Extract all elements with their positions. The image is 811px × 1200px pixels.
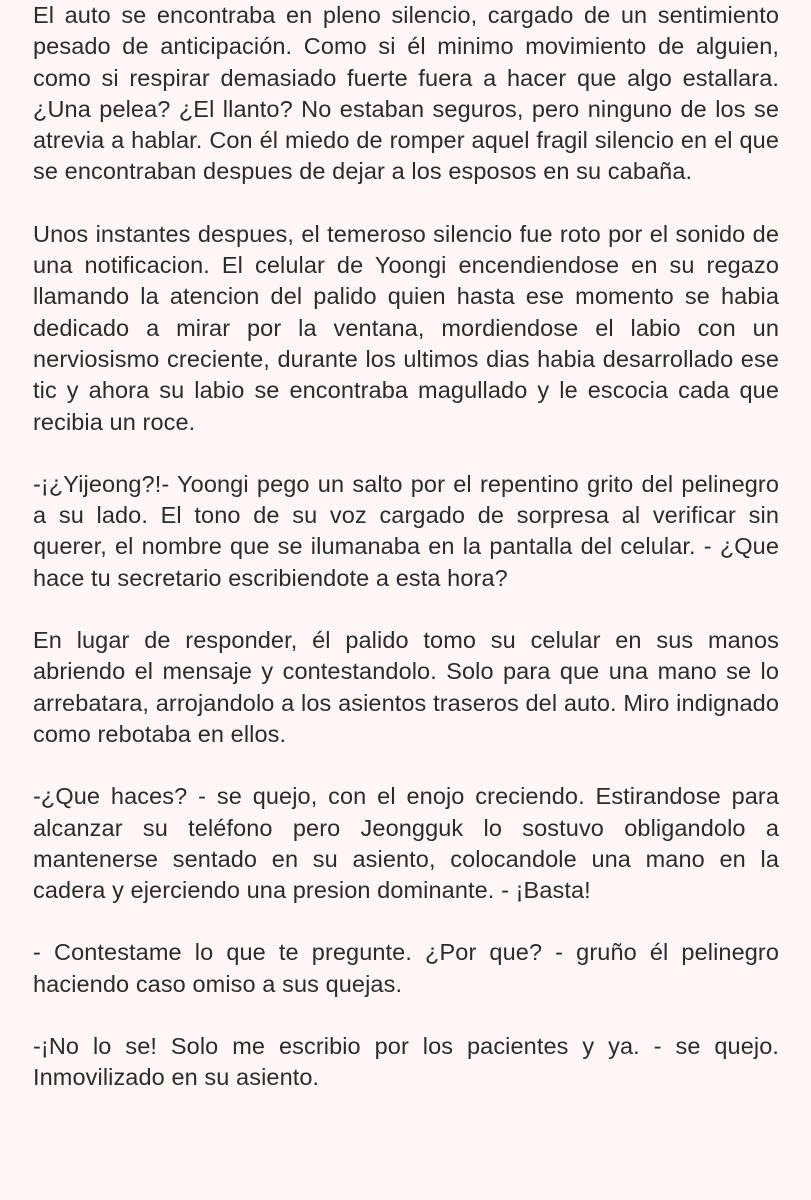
paragraph-5: -¿Que haces? - se quejo, con el enojo creciendo. Estirandose para alcanzar su teléfono pero Jeongguk lo sostuvo obligandolo a mantenerse sentado en su asiento, colocandole una mano en la cadera y ejerciendo una presion dominante. - ¡Basta! [33,783,779,904]
paragraph-2: Unos instantes despues, el temeroso silencio fue roto por el sonido de una notificacion. El celular de Yoongi encendiendose en su regazo llamando la atencion del palido quien hasta ese momento se habia dedicado a mirar por la ventana, mordiendose el labio con un nerviosismo creciente, durante los ultimos dias habia desarrollado ese tic y ahora su labio se encontraba magullado y le escocia cada que recibia un roce. [33,220,779,435]
paragraph-7: -¡No lo se! Solo me escribio por los pacientes y ya. - se quejo. Inmovilizado en su asiento. [33,1033,779,1091]
paragraph-6: - Contestame lo que te pregunte. ¿Por que? - gruño él pelinegro haciendo caso omiso a sus quejas. [33,939,779,997]
paragraph-4: En lugar de responder, él palido tomo su celular en sus manos abriendo el mensaje y contestandolo. Solo para que una mano se lo arrebatara, arrojandolo a los asientos traseros del auto. Miro indignado como rebotaba en ellos. [33,627,779,747]
paragraph-3: -¡¿Yijeong?!- Yoongi pego un salto por el repentino grito del pelinegro a su lado. El tono de su voz cargado de sorpresa al verificar sin querer, el nombre que se ilumanaba en la pantalla del celular. - ¿Que hace tu secretario escribiendote a esta hora? [33,470,779,591]
paragraph-1: El auto se encontraba en pleno silencio, cargado de un sentimiento pesado de anticipación. Como si él minimo movimiento de alguien, como si respirar demasiado fuerte fuera a hacer que algo estallara. ¿Una pelea? ¿El llanto? No estaban seguros, pero ninguno de los se atrevia a hablar. Con él miedo de romper aquel fragil silencio en el que se encontraban despues de dejar a los esposos en su cabaña. [33,2,779,185]
